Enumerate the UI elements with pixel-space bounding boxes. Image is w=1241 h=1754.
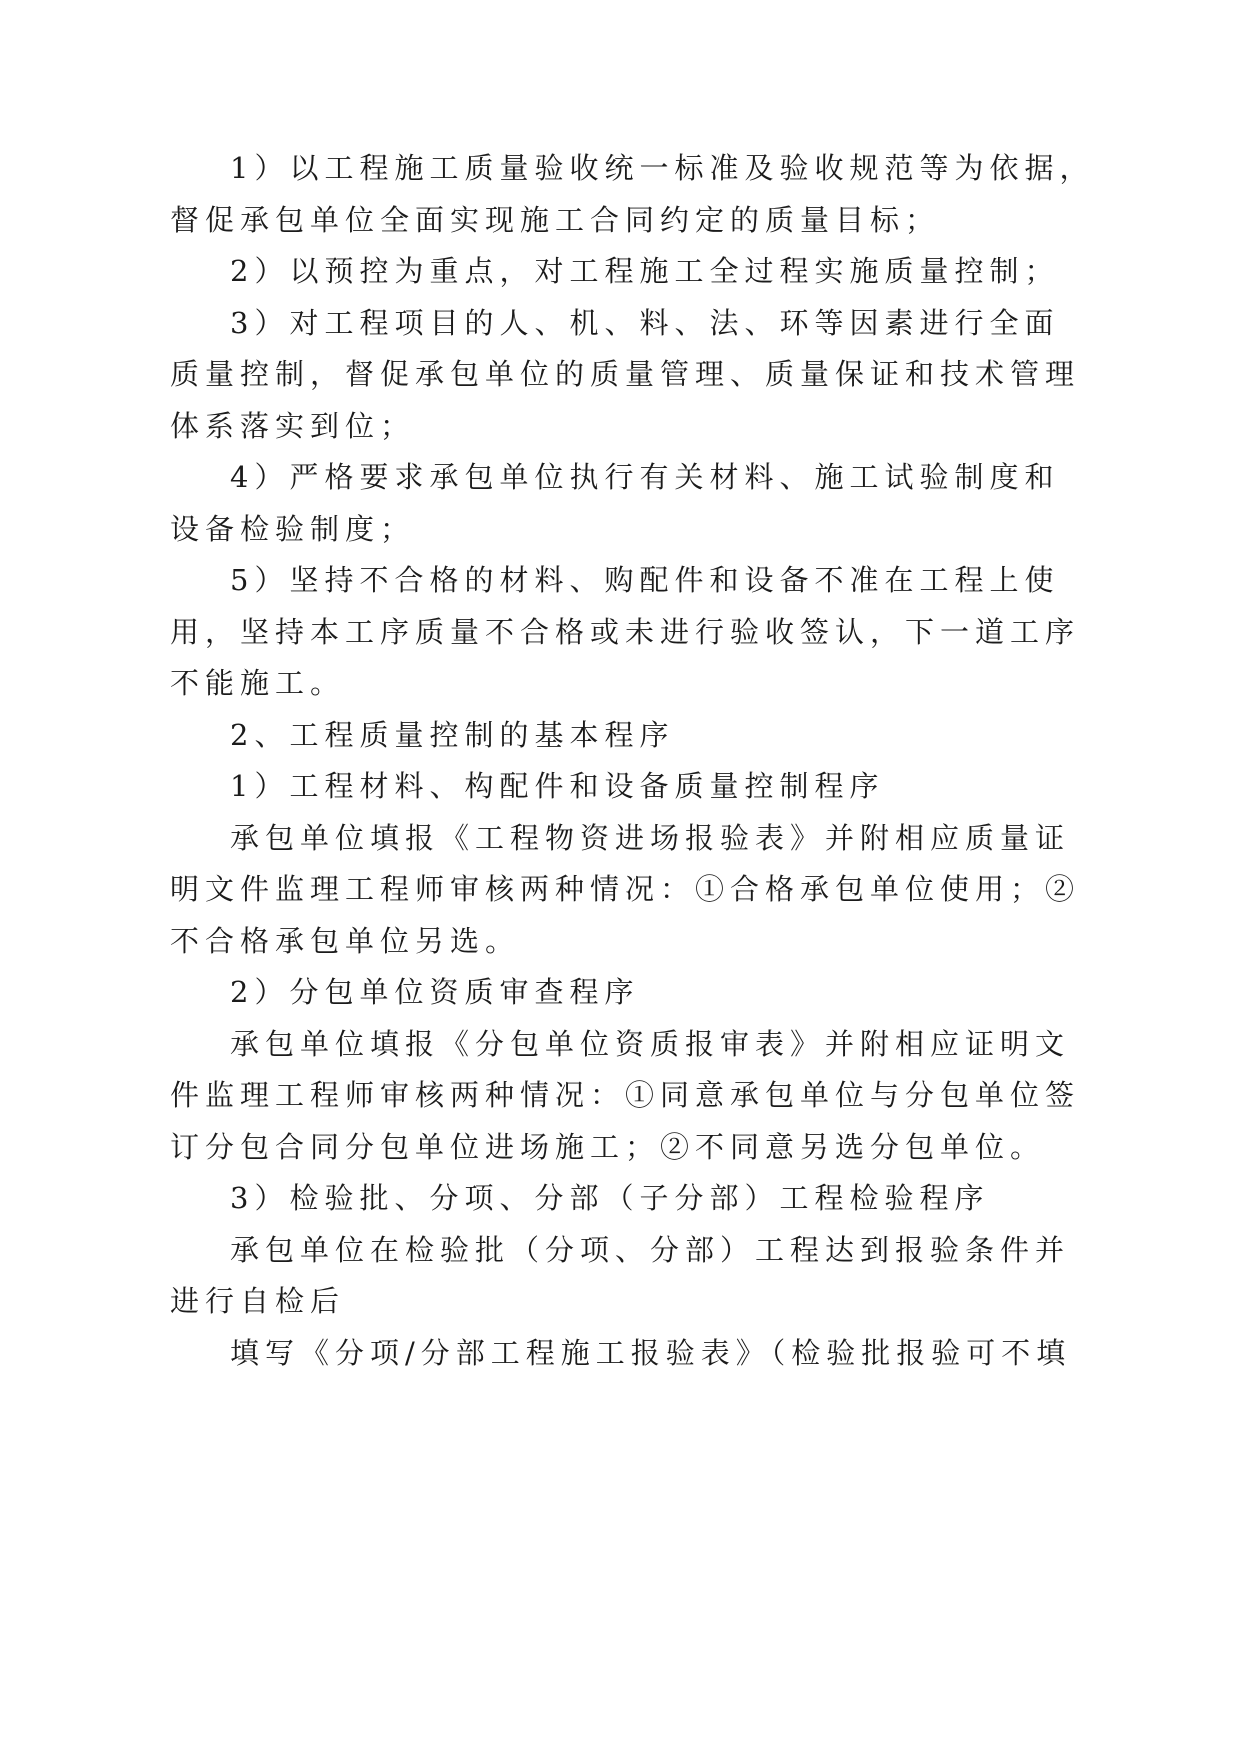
text-line: 承包单位填报《分包单位资质报审表》并附相应证明文 <box>230 1027 1071 1061</box>
subsection-heading: 3）检验批、分项、分部（子分部）工程检验程序 <box>230 1181 990 1215</box>
section-heading: 2、工程质量控制的基本程序 <box>230 718 675 752</box>
text-line: 明文件监理工程师审核两种情况：①合格承包单位使用；② <box>170 872 1081 906</box>
text-line: 件监理工程师审核两种情况：①同意承包单位与分包单位签 <box>170 1078 1081 1112</box>
text-line: 设备检验制度； <box>170 512 416 546</box>
text-line: 承包单位在检验批（分项、分部）工程达到报验条件并 <box>230 1233 1071 1267</box>
text-line: 质量控制，督促承包单位的质量管理、质量保证和技术管理 <box>170 357 1081 391</box>
text-line: 填写《分项/分部工程施工报验表》（检验批报验可不填 <box>230 1336 1072 1370</box>
text-line: 进行自检后 <box>170 1284 346 1318</box>
text-line: 不合格承包单位另选。 <box>170 924 521 958</box>
text-line: 5）坚持不合格的材料、购配件和设备不准在工程上使 <box>230 563 1060 597</box>
text-line: 承包单位填报《工程物资进场报验表》并附相应质量证 <box>230 821 1071 855</box>
text-line: 2）以预控为重点，对工程施工全过程实施质量控制； <box>230 254 1060 288</box>
text-line: 不能施工。 <box>170 666 346 700</box>
subsection-heading: 2）分包单位资质审查程序 <box>230 975 640 1009</box>
text-line: 4）严格要求承包单位执行有关材料、施工试验制度和 <box>230 460 1060 494</box>
text-line: 用，坚持本工序质量不合格或未进行验收签认，下一道工序 <box>170 615 1081 649</box>
text-line: 体系落实到位； <box>170 409 416 443</box>
text-line: 1）以工程施工质量验收统一标准及验收规范等为依据， <box>230 151 1095 185</box>
subsection-heading: 1）工程材料、构配件和设备质量控制程序 <box>230 769 885 803</box>
text-line: 3）对工程项目的人、机、料、法、环等因素进行全面 <box>230 306 1060 340</box>
text-line: 订分包合同分包单位进场施工；②不同意另选分包单位。 <box>170 1130 1046 1164</box>
text-line: 督促承包单位全面实现施工合同约定的质量目标； <box>170 203 941 237</box>
